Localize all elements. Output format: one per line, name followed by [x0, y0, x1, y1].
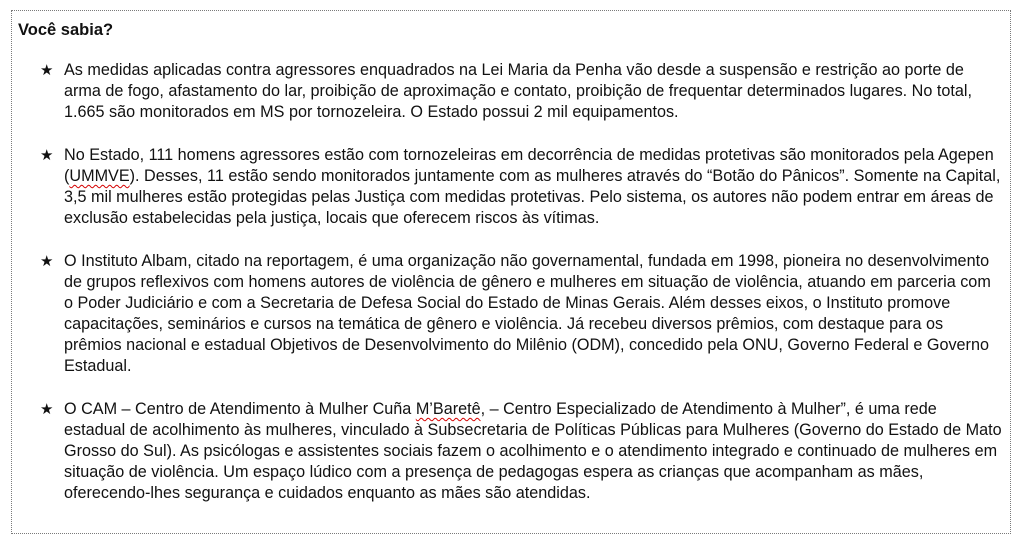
- fact-list: [40, 60, 1002, 526]
- fact-item-1: [40, 60, 1002, 123]
- star-bullet-icon: ★: [40, 61, 54, 79]
- fact-text: As medidas aplicadas contra agressores enquadrados na Lei Maria da Penha vão desde a suspensão e restrição ao porte de arma de fogo, afastamento do lar, proibição de aproximação e contato, proibição de frequentar determinados lugares. No total, 1.665 são monitorados em MS por tornozeleira. O Estado possui 2 mil equipamentos.: [64, 61, 972, 121]
- star-bullet-icon: ★: [40, 400, 54, 418]
- fact-text: , – Centro Especializado de Atendimento à Mulher”, é uma rede estadual de acolhimento às mulheres, vinculado à Subsecretaria de Políticas Públicas para Mulheres (Governo do Estado de Mato Grosso do Sul). As psicólogas e assistentes sociais fazem o acolhimento e o atendimento integrado e continuado de mulheres em situação de violência. Um espaço lúdico com a presença de pedagogas espera as crianças que acompanham as mães, oferecendo-lhes segurança e cuidados enquanto as mães são atendidas.: [64, 400, 1002, 502]
- star-bullet-icon: ★: [40, 146, 54, 164]
- spellcheck-word: M’Baretê: [415, 400, 481, 418]
- box-title: Você sabia?: [18, 21, 114, 39]
- fact-item-3: [40, 251, 1002, 377]
- star-bullet-icon: ★: [40, 252, 54, 270]
- spellcheck-word: UMMVE: [69, 167, 130, 185]
- info-box: [11, 10, 1011, 534]
- fact-item-4: [40, 399, 1002, 504]
- fact-text: O Instituto Albam, citado na reportagem, é uma organização não governamental, fundada em 1998, pioneira no desenvolvimento de grupos reflexivos com homens autores de violência de gênero e mulheres em situação de violência, atuando em parceria com o Poder Judiciário e com a Secretaria de Defesa Social do Estado de Minas Gerais. Além desses eixos, o Instituto promove capacitações, seminários e cursos na temática de gênero e violência. Já recebeu diversos prêmios, com destaque para os prêmios nacional e estadual Objetivos de Desenvolvimento do Milênio (ODM), concedido pela ONU, Governo Federal e Governo Estadual.: [64, 252, 991, 375]
- fact-text: No Estado, 111 homens agressores estão com tornozeleiras em decorrência de medidas protetivas são monitorados pela Agepen (: [64, 146, 994, 185]
- fact-item-2: [40, 145, 1002, 229]
- fact-text: O CAM – Centro de Atendimento à Mulher Cuña: [64, 400, 416, 418]
- fact-text: ). Desses, 11 estão sendo monitorados juntamente com as mulheres através do “Botão do Pânicos”. Somente na Capital, 3,5 mil mulheres estão protegidas pelas Justiça com medidas protetivas. Pelo sistema, os autores não podem entrar em áreas de exclusão estabelecidas pela justiça, locais que oferecem riscos às vítimas.: [64, 167, 1001, 227]
